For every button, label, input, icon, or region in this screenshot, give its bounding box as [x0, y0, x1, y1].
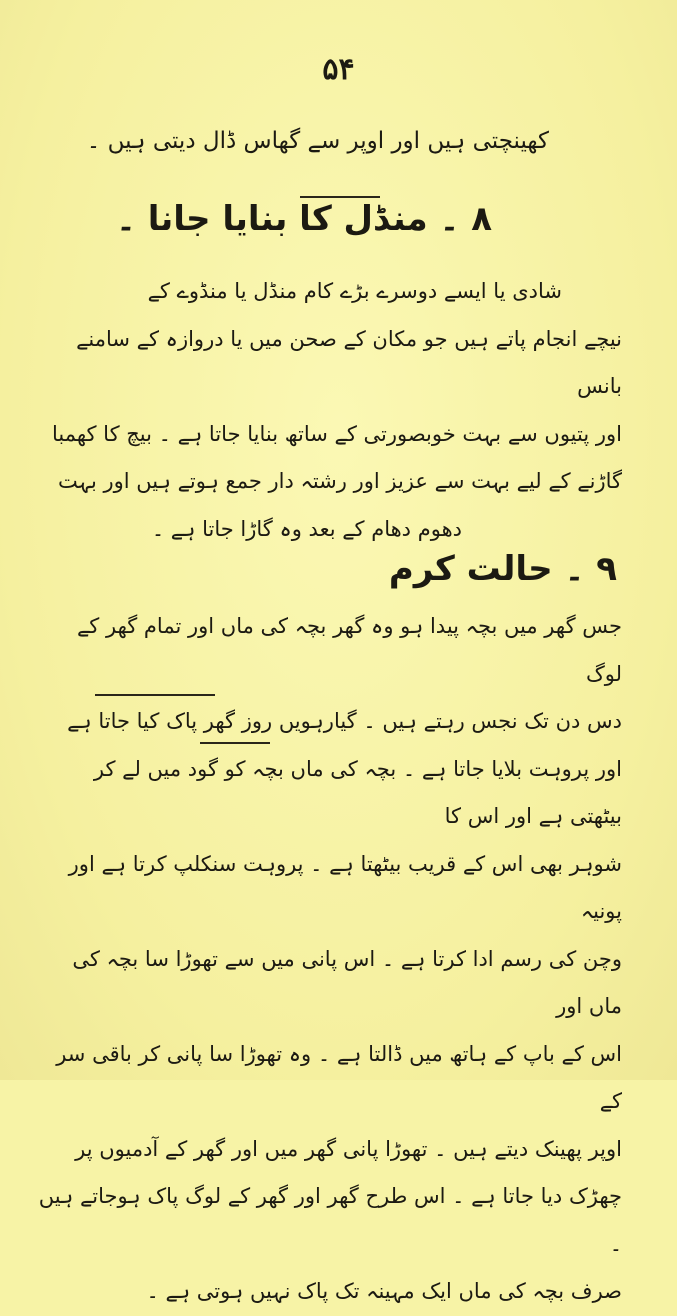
- paragraph-line: اور پروہت بلایا جاتا ہے ۔ بچہ کی ماں بچہ کو گود میں لے کر بیٹھتی ہے اور اس کا: [93, 756, 622, 828]
- paragraph-line: دس دن تک نجس رہتے ہیں ۔ گیارہویں روز گھر پاک کیا جاتا ہے: [67, 709, 622, 733]
- paragraph-line: اس کے باپ کے ہاتھ میں ڈالتا ہے ۔ وہ تھوڑا سا پانی کر باقی سر کے: [56, 1041, 622, 1113]
- paragraph-line: شوہر بھی اس کے قریب بیٹھتا ہے ۔ پروہت سنکلپ کرتا ہے اور پونیہ: [68, 851, 622, 923]
- paragraph-line: گاڑنے کے لیے بہت سے عزیز اور رشتہ دار جمع ہوتے ہیں اور بہت: [58, 469, 622, 493]
- paragraph-line: صرف بچہ کی ماں ایک مہینہ تک پاک نہیں ہوتی ہے ۔: [146, 1279, 622, 1303]
- paragraph-line: چھڑک دیا جاتا ہے ۔ اس طرح گھر اور گھر کے لوگ پاک ہوجاتے ہیں ۔: [38, 1184, 622, 1256]
- page-number: ۵۴: [322, 52, 355, 87]
- paragraph-line: اوپر پھینک دیتے ہیں ۔ تھوڑا پانی گھر میں اور گھر کے آدمیوں پر: [75, 1136, 622, 1161]
- word-overline: [95, 694, 215, 696]
- paragraph-line: جس گھر میں بچہ پیدا ہو وہ گھر بچہ کی ماں اور تمام گھر کے لوگ: [77, 614, 622, 686]
- heading-overline: [300, 196, 380, 198]
- paragraph-line: وچن کی رسم ادا کرتا ہے ۔ اس پانی میں سے تھوڑا سا بچہ کی ماں اور: [72, 946, 622, 1018]
- paragraph-line: اور پتیوں سے بہت خوبصورتی کے ساتھ بنایا جاتا ہے ۔ بیچ کا کھمبا: [51, 421, 622, 446]
- section-9-paragraph: [37, 603, 622, 1316]
- section-9-heading: ۹ ۔ حالت کرم: [388, 549, 617, 589]
- paragraph-line: شادی یا ایسے دوسرے بڑے کام منڈل یا منڈوے کے: [147, 279, 562, 303]
- section-8-heading: ۸ ۔ منڈل کا بنایا جانا ۔: [116, 199, 492, 239]
- intro-line: کھینچتی ہیں اور اوپر سے گھاس ڈال دیتی ہیں ۔: [86, 128, 549, 154]
- word-overline: [200, 742, 270, 744]
- paragraph-line: نیچے انجام پاتے ہیں جو مکان کے صحن میں یا دروازہ کے سامنے بانس: [76, 326, 622, 398]
- paragraph-line: دھوم دھام کے بعد وہ گاڑا جاتا ہے ۔: [151, 516, 462, 541]
- section-8-paragraph: [37, 268, 622, 553]
